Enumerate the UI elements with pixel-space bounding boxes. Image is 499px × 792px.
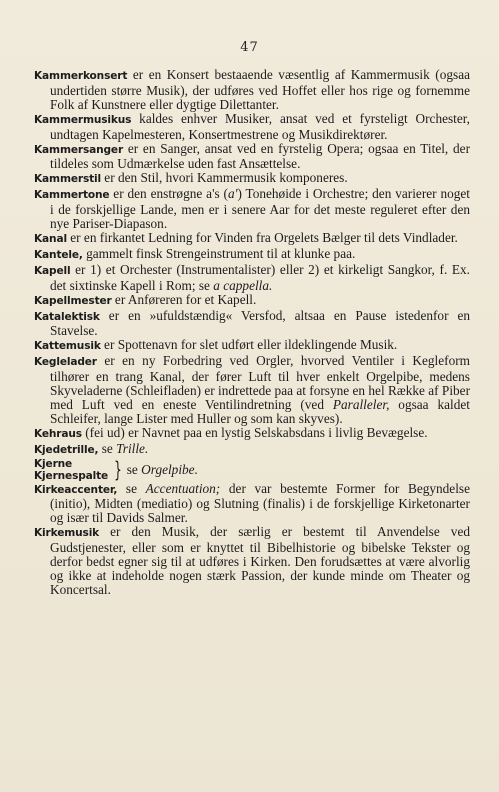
entry-term: Kammertone (34, 189, 110, 202)
entry-text-cont: der var bestemte Former for Begyndelse (initio), Midten (mediatio) og Slutning (finalis) i de forskjellige Kirketonarter og især til Davids Salmer. (50, 480, 470, 526)
entry-text: er den Musik, der særlig er bestemt til Anvendelse ved Gudstjenester, eller som er knyttet til Bibelhistorie og bibelske Tekster og derfor bedst egner sig til at udføres i Kirken. Den forudsættes at være alvorlig og ikke at indeholde nogen stærk Passion, der kunde minde om Theater og Koncertsal. (50, 524, 470, 597)
entry-katalektisk (34, 309, 470, 339)
entry-text-cont: ) Tonehøide i Orchestre; den varierer noget i de forskjellige Lande, men er i senere Aar for det meste reguleret efter den nye Pariser-Diapason. (50, 186, 470, 232)
entry-text: (fei ud) er Navnet paa en lystig Selskabsdans i livlig Bevægelse. (81, 424, 428, 440)
brace-symbol: } (114, 456, 122, 483)
entry-text: er 1) et Orchester (Instrumentalister) eller 2) et kirkeligt Sangkor, f. Ex. det sixtinske Kapell i Rom; se (50, 261, 470, 293)
see-reference: se (126, 461, 142, 477)
entry-italic: Trille. (116, 440, 149, 456)
entry-text: se (117, 480, 146, 496)
entry-term: Kehraus (34, 427, 82, 440)
entry-italic: a' (227, 186, 238, 202)
entry-kjedetrille (34, 442, 470, 458)
entry-kjerne-group (34, 458, 470, 482)
entry-text: er den Stil, hvori Kammermusik komponeres. (100, 170, 348, 186)
entry-text: er Spottenavn for slet udført eller ildeklingende Musik. (100, 337, 398, 353)
entry-text: kaldes enhver Musiker, ansat ved et fyrsteligt Orchester, undtagen Kapelmesteren, Konsertmestrene og Musikdirektører. (50, 110, 470, 142)
entry-text: er en firkantet Ledning for Vinden fra Orgelets Bælger til dets Vindlader. (66, 229, 458, 245)
entry-term: Kammermusikus (34, 113, 132, 126)
entry-text: er en Konsert bestaaende væsentlig af Kammermusik (ogsaa undertiden større Musik), der udføres ved Hoffet eller hos rige og fornemme Folk af Kunstnere eller dygtige Dilettanter. (50, 67, 470, 112)
entry-kehraus (34, 426, 470, 442)
page-number: 47 (240, 40, 259, 55)
entry-kantele (34, 247, 470, 263)
entry-text: er en Sanger, ansat ved en fyrstelig Opera; ogsaa en Titel, der tildeles som Udmærkelse uden fast Ansættelse. (50, 140, 470, 172)
entry-italic: a cappella. (213, 277, 273, 293)
entry-term: Kapellmester (34, 294, 112, 307)
entry-italic: Accentuation; (145, 480, 221, 496)
entry-term: Kammersanger (34, 143, 124, 156)
entry-term: Kjedetrille, (34, 443, 99, 456)
entry-term: Kjernespalte (34, 469, 109, 482)
entry-kattemusik (34, 338, 470, 354)
entry-kammersanger (34, 142, 470, 172)
entry-kirkemusik (34, 525, 470, 597)
entry-term: Kammerstil (34, 173, 101, 186)
entry-kegleladder (34, 354, 470, 426)
entry-term: Keglelader (34, 356, 97, 369)
entry-term: Kirkeaccenter, (34, 483, 118, 496)
entry-term: Kammerkonsert (34, 70, 128, 82)
entry-text: er Anføreren for et Kapell. (111, 291, 257, 307)
entry-kirkeaccenter (34, 482, 470, 526)
entry-text: er en ny Forbedring ved Orgler, hvorved Ventiler i Kegleform tilhører en trang Kanal, der fører Luft til hver enkelt Orgelpibe, medens Skyveladerne (Schleifladen) er indrettede paa at forsyne en hel Række af Piber med Luft ved en eneste Ventilindretning (ved (50, 353, 470, 412)
grouped-terms (34, 458, 108, 482)
entry-text: er en »ufuldstændig« Versfod, altsaa en Pause istedenfor en Stavelse. (50, 307, 470, 339)
entry-text: er den enstrøgne a's ( (109, 186, 228, 202)
entry-kammermusikus (34, 112, 470, 142)
entry-kapellmester (34, 293, 470, 309)
entry-term: Kantele, (34, 248, 83, 261)
entry-kammerstil (34, 171, 470, 187)
entry-term: Kattemusik (34, 340, 101, 353)
entry-text: se (98, 440, 117, 456)
entry-kanal (34, 231, 470, 247)
entry-kammerkonsert (34, 68, 470, 112)
entry-term: Kanal (34, 232, 67, 245)
entry-term: Kjerne (34, 457, 73, 470)
entry-kapell (34, 263, 470, 293)
entry-text-cont: ogsaa kaldet Schleifer, lange Lister med Huller og som kan skyves). (50, 396, 470, 426)
entry-term: Katalektisk (34, 310, 100, 323)
dictionary-entries (34, 68, 470, 597)
entry-term: Kapell (34, 264, 71, 277)
entry-text (127, 463, 198, 477)
entry-term: Kirkemusik (34, 527, 100, 540)
entry-text: gammelt finsk Strengeinstrument til at klunke paa. (82, 245, 356, 261)
entry-kammertone (34, 187, 470, 231)
entry-italic: Orgelpibe. (141, 461, 198, 477)
entry-italic: Paralleler, (332, 396, 390, 412)
